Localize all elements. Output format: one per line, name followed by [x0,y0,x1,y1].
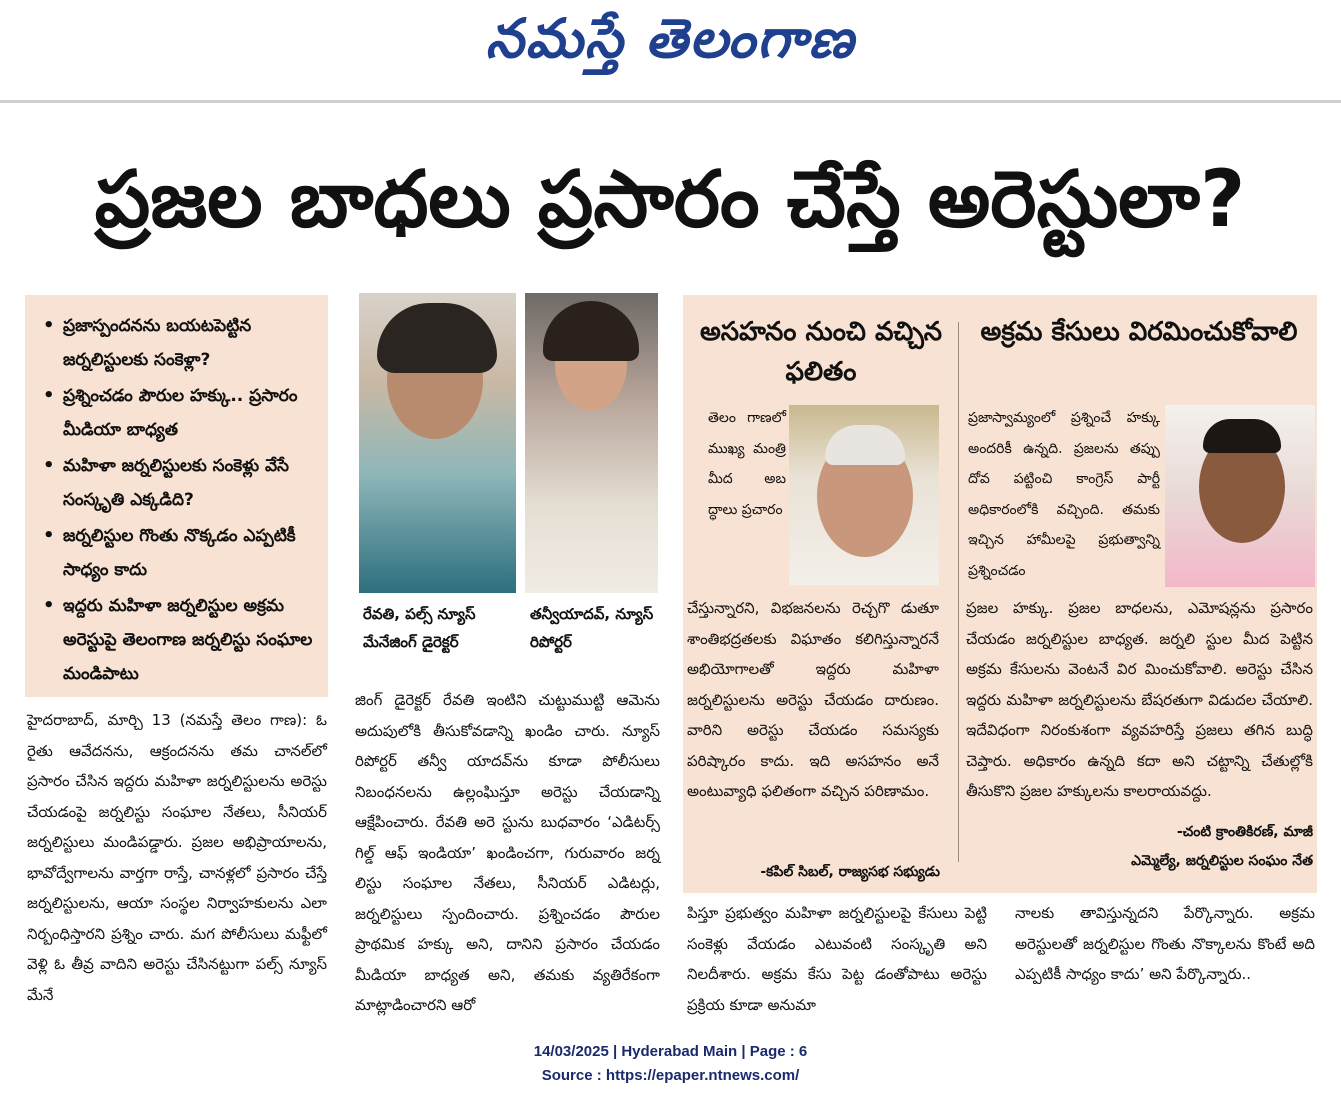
masthead-divider [0,100,1341,103]
bullet-icon: • [43,455,55,476]
bullet-icon: • [43,595,55,616]
highlight-item: • ప్రశ్నించడం పౌరుల హక్కు.. ప్రసారం మీడియా బాధ్యత [37,379,318,447]
highlight-item: • ఇద్దరు మహిళా జర్నలిస్టుల అక్రమ అరెస్టుపై తెలంగాణ జర్నలిస్టు సంఘాల మండిపాటు [37,589,318,691]
revathi-photo [359,293,516,593]
quote-left-heading: అసహనం నుంచి వచ్చిన ఫలితం [699,317,943,387]
article-column-1: హైదరాబాద్, మార్చి 13 (నమస్తే తెలం గాణ): ఓ రైతు ఆవేదనను, ఆక్రందనను తమ చానల్‌లో ప్రసారం చేసిన ఇద్దరు మహిళా జర్నలిస్టులను అరెస్టు చేయడంపై జర్నలిస్టు సంఘాల నేతలు, సీనియర్ జర్నలిస్టులు మండిపడ్డారు. ప్రజల అభిప్రాయాలను, భావోద్వేగాలను వార్తగా రాస్తే, చానళ్లలో ప్రసారం చేస్తే జర్నలిస్టులను, ఆయా సంస్థల నిర్వాహకులను ఎలా నిర్బంధిస్తారని ప్రశ్నిం చారు. మగ పోలీసులు మఫ్టీలో వెళ్లి ఓ తీవ్ర వాదిని అరెస్టు చేసినట్టుగా పల్స్ న్యూస్ మేనే [27,711,327,1004]
article-column-4: నాలకు తావిస్తున్నదని పేర్కొన్నారు. అక్రమ అరెస్టులతో జర్నలిస్టుల గొంతు నొక్కాలను కొంటే అది ఎప్పటికీ సాధ్యం కాదు’ అని పేర్కొన్నారు.. [1015,904,1315,983]
quote-right-attribution-2: ఎమ్మెల్యే, జర్నలిస్టుల సంఘం నేత [1131,853,1313,869]
revathi-caption: రేవతి, పల్స్ న్యూస్ మేనేజింగ్ డైరెక్టర్ [363,605,476,651]
masthead-logo: నమస్తే తెలంగాణ [485,6,856,70]
masthead [0,0,1341,100]
quote-left-text-top: తెలం గాణలో ముఖ్య మంత్రి మీద అబ ద్ధాలు ప్రచారం [708,410,786,518]
quote-left-text: చేస్తున్నారని, విభజనలను రెచ్చగొ డుతూ శాంతిభద్రతలకు విఘాతం కలిగిస్తున్నారనే అభియోగాలతో ఇద్దరు మహిళా జర్నలిస్టులను అరెస్టు చేయడం దారుణం. వారిని అరెస్టు చేయడం సమస్యకు పరిష్కారం కాదు. ఇది అసహనం అనే అంటువ్యాధి ఫలితంగా వచ్చిన పరిణామం. [687,599,939,800]
quote-right-attribution: -చంటి క్రాంతికిరణ్, మాజీ [1176,824,1313,840]
bullet-icon: • [43,315,55,336]
bullet-icon: • [43,385,55,406]
quote-right-heading: అక్రమ కేసులు విరమించుకోవాలి [980,317,1298,347]
highlight-item: • జర్నలిస్టుల గొంతు నొక్కడం ఎప్పటికీ సాధ్యం కాదు [37,519,318,587]
tanvi-caption: తన్వీయాదవ్, న్యూస్ రిపోర్టర్ [530,605,654,651]
kapil-sibal-photo [789,405,939,585]
quote-left-attribution: -కపిల్ సిబల్, రాజ్యసభ సభ్యుడు [760,864,940,880]
article-headline: ప్రజల బాధలు ప్రసారం చేస్తే అరెస్టులా? [94,155,1246,245]
chanti-kranthi-kiran-photo [1165,405,1315,587]
highlights-box [25,295,328,697]
article-column-2: జింగ్ డైరెక్టర్ రేవతి ఇంటిని చుట్టుముట్టి ఆమెను అదుపులోకి తీసుకోవడాన్ని ఖండిం చారు. న్యూస్ రిపోర్టర్ తన్వీ యాదవ్‌ను కూడా పోలీసులు నిబంధనలను ఉల్లంఘిస్తూ అరెస్టు చేయడాన్ని ఆక్షేపించారు. రేవతి అరె స్టును బుధవారం ‘ఎడిటర్స్ గిల్డ్ ఆఫ్ ఇండియా’ ఖండించగా, గురువారం జర్న లిస్టు సంఘాల నేతలు, సీనియర్ ఎడిటర్లు, జర్నలిస్టులు స్పందించారు. ప్రశ్నించడం పౌరుల ప్రాథమిక హక్కు అని, దానిని ప్రసారం చేయడం మీడియా బాధ్యత అని, తమకు వ్యతిరేకంగా మాట్లాడించారని ఆరో [355,691,660,1014]
article-column-3: పిస్తూ ప్రభుత్వం మహిళా జర్నలిస్టులపై కేసులు పెట్టి సంకెళ్లు వేయడం ఎటువంటి సంస్కృతి అని నిలదీశారు. అక్రమ కేసు పెట్ట డంతోపాటు అరెస్టు ప్రక్రియ కూడా అనుమా [687,904,987,1014]
quotes-divider [958,322,959,862]
highlight-item: • ప్రజాస్పందనను బయటపెట్టిన జర్నలిస్టులకు సంకెళ్లా? [37,309,318,377]
quote-right-text-top: ప్రజాస్వామ్యంలో ప్రశ్నించే హక్కు అందరికీ ఉన్నది. ప్రజలను తప్పు దోవ పట్టించి కాంగ్రెస్ పార్టీ అధికారంలోకి వచ్చింది. తమకు ఇచ్చిన హామీలపై ప్రభుత్వాన్ని ప్రశ్నించడం [968,410,1160,579]
tanvi-photo [525,293,658,593]
footer-edition-info: 14/03/2025 | Hyderabad Main | Page : 6 [533,1043,808,1060]
quote-right-text: ప్రజల హక్కు. ప్రజల బాధలను, ఎమోషన్లను ప్రసారం చేయడం జర్నలిస్టుల బాధ్యత. జర్నలి స్టుల మీద పెట్టిన అక్రమ కేసులను వెంటనే విర మించుకోవాలి. అరెస్టు చేసిన ఇద్దరు మహిళా జర్నలిస్టులను బేషరతుగా విడుదల చేయాలి. ఇదేవిధంగా నిరంకుశంగా వ్యవహరిస్తే ప్రజలు తగిన బుద్ధి చెప్తారు. అధికారం ఉన్నది కదా అని చట్టాన్ని చేతుల్లోకి తీసుకొని ప్రజల హక్కులను కాలరాయవద్దు. [966,599,1313,800]
page-footer [0,1040,1341,1088]
footer-source-link[interactable]: Source : https://epaper.ntnews.com/ [541,1067,800,1084]
bullet-icon: • [43,525,55,546]
highlight-item: • మహిళా జర్నలిస్టులకు సంకెళ్లు వేసే సంస్కృతి ఎక్కడిది? [37,449,318,517]
